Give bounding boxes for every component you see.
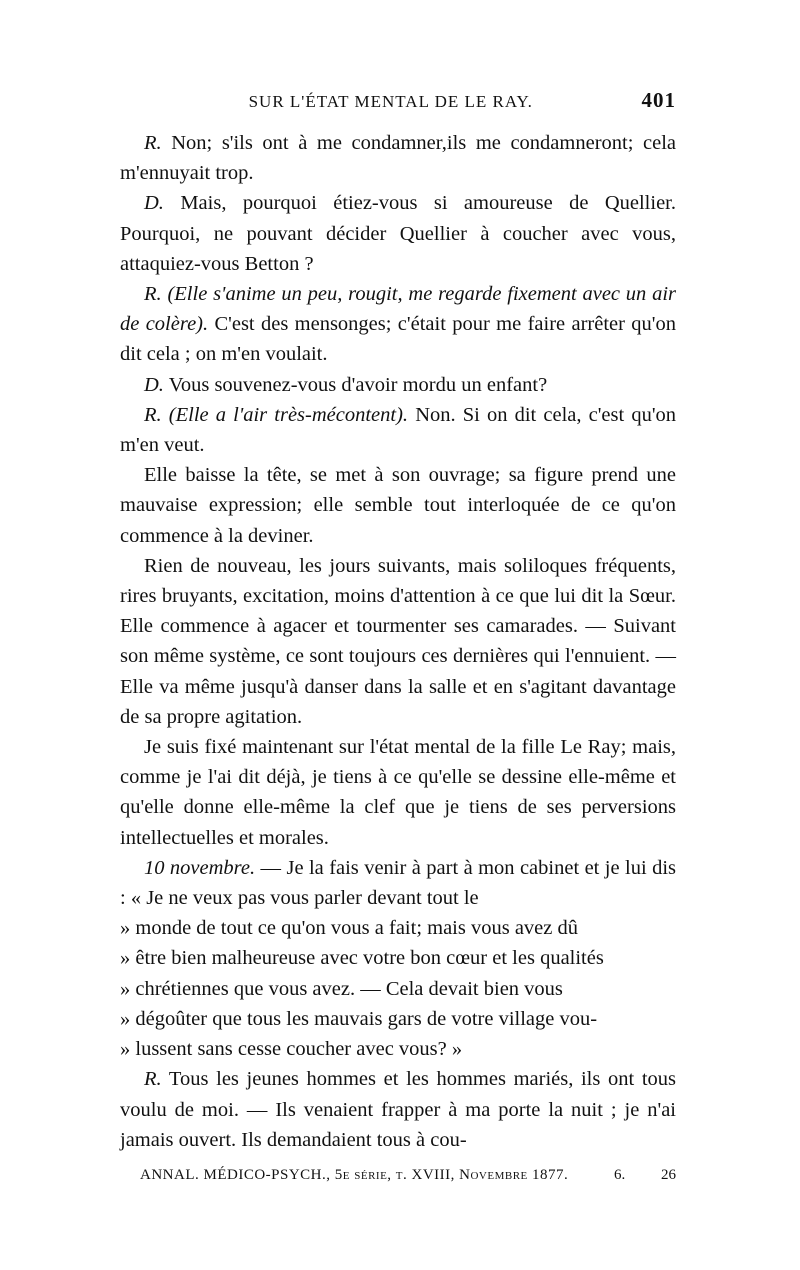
paragraph-text: Mais, pourquoi étiez-vous si amoureuse de Quellier. Pourquoi, ne pouvant décider Quellier à coucher avec vous, attaquiez-vous Betton ? xyxy=(120,192,676,275)
quote-line-3: » chrétiennes que vous avez. — Cela devait bien vous xyxy=(120,977,563,1000)
paragraph-text: Non. Si on dit cela, c'est qu'on m'en veut. xyxy=(120,403,677,457)
stage-direction: (Elle a l'air très-mécontent). xyxy=(168,403,409,426)
paragraph-6: Elle baisse la tête, se met à son ouvrage; sa figure prend une mauvaise expression; elle semble tout interloquée de ce qu'on commence à la deviner. xyxy=(120,464,676,547)
speaker-label: D. xyxy=(144,373,164,396)
page xyxy=(120,88,676,1184)
journal-citation: ANNAL. MÉDICO-PSYCH., 5e série, t. XVIII, Novembre 1877. xyxy=(140,1166,569,1183)
speaker-label: R. xyxy=(144,403,162,426)
signature-number: 26 xyxy=(661,1166,676,1183)
paragraph-1 xyxy=(120,128,676,188)
paragraph-8: Je suis fixé maintenant sur l'état mental de la fille Le Ray; mais, comme je l'ai dit déjà, je tiens à ce qu'elle se dessine elle-même et qu'elle donne elle-même la clef que je tiens de ses perversions intellectuelles et morales. xyxy=(120,736,676,849)
running-header xyxy=(120,88,676,128)
quote-line-1: » monde de tout ce qu'on vous a fait; mais vous avez dû xyxy=(120,917,579,940)
speaker-label: R. xyxy=(144,283,162,306)
paragraph-2 xyxy=(120,188,676,279)
speaker-label: R. xyxy=(144,1068,162,1091)
signature-marks xyxy=(582,1167,676,1184)
page-number: 401 xyxy=(641,88,676,112)
paragraph-text: Tous les jeunes hommes et les hommes mariés, ils ont tous voulu de moi. — Ils venaient frapper à ma porte la nuit ; je n'ai jamais ouvert. Ils demandaient tous à cou- xyxy=(120,1068,676,1151)
paragraph-7: Rien de nouveau, les jours suivants, mais soliloques fréquents, rires bruyants, excitation, moins d'attention à ce que lui dit la Sœur. Elle commence à agacer et tourmenter ses camarades. — Suivant son même système, ce sont toujours ces dernières qui l'ennuient. — Elle va même jusqu'à danser dans la salle et en s'agitant davantage de sa propre agitation. xyxy=(120,554,676,728)
speaker-label: R. xyxy=(144,132,162,154)
paragraph-5 xyxy=(120,400,676,460)
paragraph-text: — Je la fais venir à part à mon cabinet et je lui dis : « Je ne veux pas vous parler devant tout le xyxy=(120,856,676,910)
paragraph-text: C'est des mensonges; c'était pour me faire arrêter qu'on dit cela ; on m'en voulait. xyxy=(120,313,677,366)
paragraph-text: Vous souvenez-vous d'avoir mordu un enfant? xyxy=(163,373,548,396)
paragraph-3 xyxy=(120,279,676,370)
running-title: SUR L'ÉTAT MENTAL DE LE RAY. xyxy=(248,92,533,111)
quote-line-5: » lussent sans cesse coucher avec vous? » xyxy=(120,1038,463,1061)
body-text xyxy=(120,128,676,1155)
sheet-number: 6. xyxy=(614,1166,626,1183)
paragraph-9 xyxy=(120,853,676,913)
paragraph-4 xyxy=(120,370,676,400)
date-label: 10 novembre. xyxy=(144,856,256,879)
page-footer xyxy=(120,1167,676,1184)
quote-line-4: » dégoûter que tous les mauvais gars de votre village vou- xyxy=(120,1007,598,1030)
paragraph-10 xyxy=(120,1064,676,1155)
quote-line-2: » être bien malheureuse avec votre bon cœur et les qualités xyxy=(120,947,604,970)
paragraph-text: Non; s'ils ont à me condamner,ils me condamneront; cela m'ennuyait trop. xyxy=(120,132,676,185)
speaker-label: D. xyxy=(144,192,164,215)
stage-direction: (Elle s'anime un peu, rougit, me regarde fixement avec un air de colère). xyxy=(120,283,677,336)
